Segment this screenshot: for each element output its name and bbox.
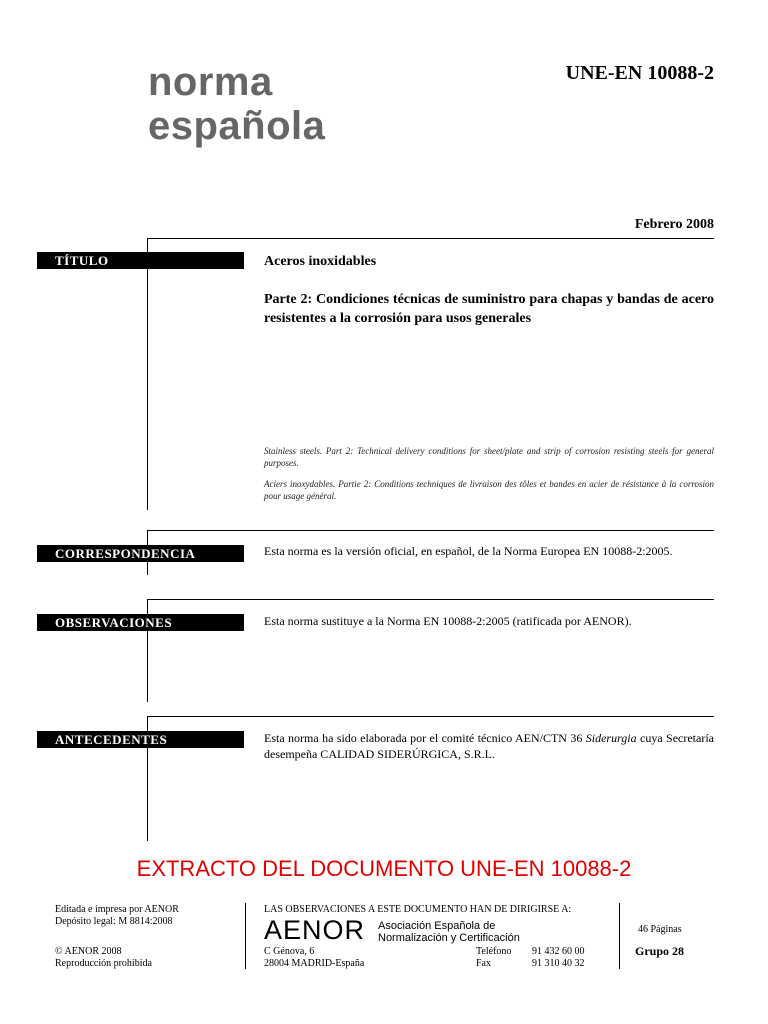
footer-reproduction: Reproducción prohibida	[55, 958, 152, 969]
footer-address2: 28004 MADRID-España	[264, 958, 365, 969]
title-short: Aceros inoxidables	[264, 254, 377, 269]
title-english: Stainless steels. Part 2: Technical delivery conditions for sheet/plate and strip of corrosion resisting steels for general purposes.	[264, 446, 714, 468]
footer-phone: 91 432 60 00	[532, 946, 585, 957]
brand-espanola: española	[148, 104, 326, 148]
footer-phone-label: Teléfono	[476, 946, 512, 957]
section-label-correspondencia: CORRESPONDENCIA	[37, 545, 244, 562]
footer-edited-by: Editada e impresa por AENOR	[55, 904, 179, 915]
document-code: UNE-EN 10088-2	[565, 62, 714, 84]
footer-pages: 46 Páginas	[638, 924, 682, 935]
extract-notice: EXTRACTO DEL DOCUMENTO UNE-EN 10088-2	[136, 856, 632, 881]
publication-date: Febrero 2008	[634, 217, 714, 232]
footer-fax: 91 310 40 32	[532, 958, 585, 969]
committee-name: Siderurgia	[585, 731, 637, 745]
section-label-titulo: TÍTULO	[37, 252, 244, 269]
aenor-logo: AENOR	[264, 915, 366, 945]
divider-titulo	[147, 238, 714, 239]
title-french: Aciers inoxydables. Partie 2: Conditions techniques de livraison des tôles et bandes en acier de résistance à la corrosion pour usage général.	[264, 479, 714, 501]
footer-divider-right	[619, 903, 620, 969]
footer-divider-left	[245, 903, 246, 969]
footer-copyright: © AENOR 2008	[55, 946, 122, 957]
aenor-association: Asociación Española de Normalización y Certificación	[378, 920, 520, 944]
divider-correspondencia	[147, 530, 714, 531]
divider-observaciones	[147, 599, 714, 600]
brand-norma: norma	[148, 60, 273, 104]
footer-address1: C Génova, 6	[264, 946, 315, 957]
title-long: Parte 2: Condiciones técnicas de suministro para chapas y bandas de acero resistentes a la corrosión para usos generales	[264, 292, 714, 326]
vertical-rule-titulo	[147, 238, 148, 510]
footer-deposito: Depósito legal: M 8814:2008	[55, 916, 173, 927]
section-label-observaciones: OBSERVACIONES	[37, 614, 244, 631]
divider-antecedentes	[147, 716, 714, 717]
observaciones-text: Esta norma sustituye a la Norma EN 10088-2:2005 (ratificada por AENOR).	[264, 614, 632, 628]
footer-obs-notice: LAS OBSERVACIONES A ESTE DOCUMENTO HAN DE DIRIGIRSE A:	[264, 904, 572, 915]
antecedentes-text: Esta norma ha sido elaborada por el comité técnico AEN/CTN 36 Siderurgia cuya Secretaría desempeña CALIDAD SIDERÚRGICA, S.R.L.	[264, 731, 714, 761]
footer-fax-label: Fax	[476, 958, 491, 969]
footer-group: Grupo 28	[635, 944, 685, 958]
correspondencia-text: Esta norma es la versión oficial, en español, de la Norma Europea EN 10088-2:2005.	[264, 544, 673, 558]
section-label-antecedentes: ANTECEDENTES	[37, 731, 244, 748]
